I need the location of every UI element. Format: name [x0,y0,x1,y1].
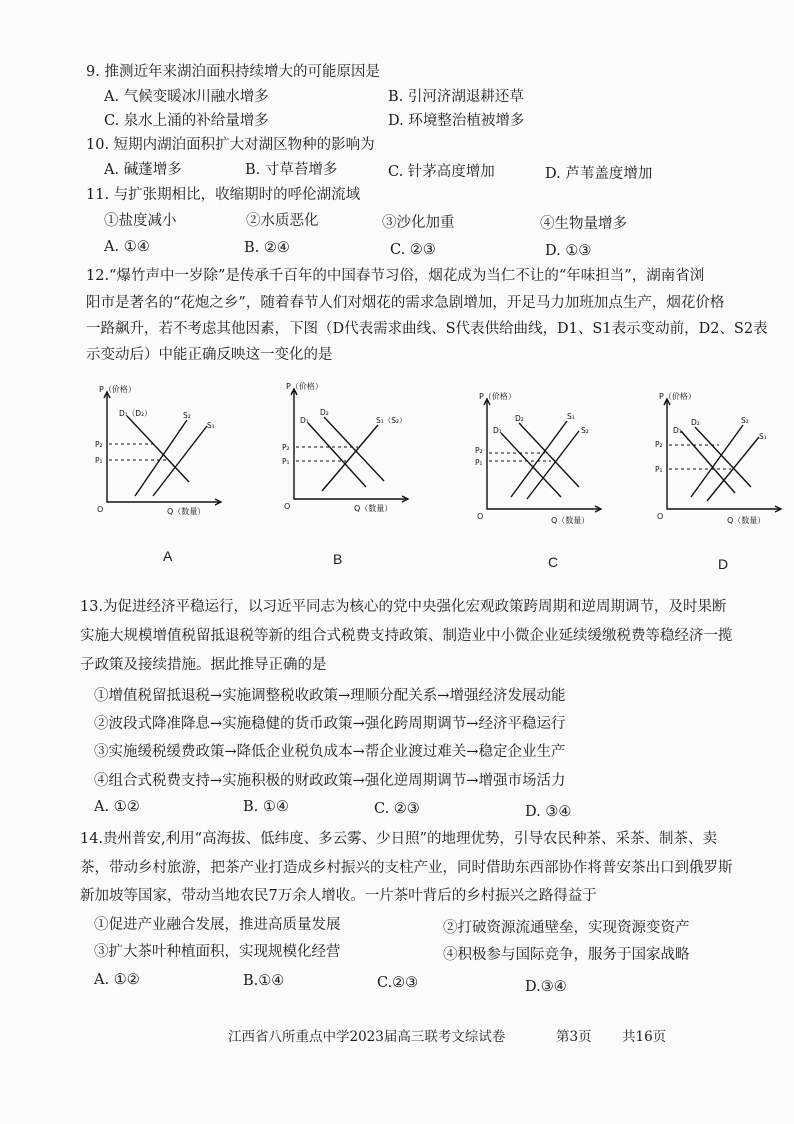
q13-item-3: ③实施缓税缓费政策→降低企业税负成本→帮企业渡过难关→稳定企业生产 [94,744,566,760]
graph-d-curve-label-s2: S₂ [741,416,749,425]
graph-d-price-p2: P₂ [655,440,663,449]
q14-line-1: 14.贵州普安,利用“高海拔、低纬度、多云雾、少日照”的地理优势，引导农民种茶、采茶、制茶、卖 [80,831,717,847]
graph-d-origin: O [657,512,664,521]
q11-option-d: D. ①③ [545,243,592,259]
q13-option-a: A. ①② [94,799,140,815]
footer-page-number: 第3页 [556,1029,592,1045]
graph-d-y-label: P（价格） [659,392,696,401]
q14-item-2: ②打破资源流通壁垒，实现资源变资产 [443,920,690,936]
q11-item-2: ②水质恶化 [246,213,319,229]
graph-a-x-label: Q（数量） [167,507,206,516]
graph-b-arrows [291,389,408,502]
footer-title: 江西省八所重点中学2023届高三联考文综试卷 [228,1029,506,1045]
graph-a-origin: O [97,505,104,514]
q10-option-d: D. 芦苇盖度增加 [545,166,653,182]
graph-a-curve-label-s1: S₁ [207,421,215,430]
graph-b-curve-label-s: S₁（S₂） [376,416,407,425]
graph-c-price-p1: P₁ [475,458,483,467]
graph-a-price-p2: P₂ [95,440,103,449]
graph-d-x-label: Q（数量） [727,516,766,525]
q14-line-3: 新加坡等国家，带动当地农民7万余人增收。一片茶叶背后的乡村振兴之路得益于 [80,888,597,904]
q10-option-c: C. 针茅高度增加 [388,164,495,180]
graph-c-origin: O [477,512,484,521]
q13-option-d: D. ③④ [525,804,572,820]
q13-line-3: 子政策及接续措施。据此推导正确的是 [80,657,327,673]
graph-c-y-label: P（价格） [479,392,516,401]
graph-d-curve-label-s1: S₁ [759,432,767,441]
q12-line-3: 一路飙升，若不考虑其他因素，下图（D代表需求曲线、S代表供给曲线，D1、S1表示变动前，D2、S2表 [86,321,768,337]
q9-option-d: D. 环境整治植被增多 [388,113,525,129]
q14-item-1: ①促进产业融合发展，推进高质量发展 [94,917,341,933]
q9-option-b: B. 引河济湖退耕还草 [388,89,524,105]
graph-c-letter: C [548,554,559,570]
q9-stem: 9. 推测近年来湖泊面积持续增大的可能原因是 [86,64,380,80]
graph-c-curve-label-d1: D₁ [493,426,502,435]
graph-c-supply-s1 [511,421,567,497]
graph-b-price-p1: P₁ [282,457,290,466]
graph-c-curve-label-s2: S₂ [581,426,589,435]
q11-item-4: ④生物量增多 [540,216,627,232]
graph-c-demand-d1 [501,433,561,497]
graph-c-demand-d2 [519,423,579,487]
q11-stem: 11. 与扩张期相比，收缩期时的呼伦湖流域 [86,187,361,203]
q11-option-c: C. ②③ [390,242,436,258]
graph-b-y-label: P（价格） [286,382,323,391]
graph-b-supply-s [322,425,378,491]
q13-option-b: B. ①④ [243,799,289,815]
graph-c-x-label: Q（数量） [551,516,590,525]
graph-d-supply-s2 [691,425,743,497]
graph-c-price-p2: P₂ [475,446,483,455]
q14-item-4: ④积极参与国际竞争，服务于国家战略 [443,947,690,963]
graph-b-demand-d1 [308,423,366,487]
graph-a-y-label: P（价格） [99,385,136,394]
graph-c-curve-label-d2: D₂ [515,414,524,423]
q13-line-2: 实施大规模增值税留抵退税等新的组合式税费支持政策、制造业中小微企业延续缓缴税费等稳经济一揽 [80,628,733,644]
q13-option-c: C. ②③ [374,801,420,817]
q13-item-2: ②波段式降准降息→实施稳健的货币政策→强化跨周期调节→经济平稳运行 [94,716,566,732]
graph-d-letter: D [718,556,729,572]
graph-b-demand-d2 [324,417,384,481]
q12-line-1: 12.“爆竹声中一岁除”是传承千百年的中国春节习俗，烟花成为当仁不让的“年味担当”，湖南省浏 [86,268,705,284]
graph-a-curve-label-s2: S₂ [183,411,191,420]
graph-b-curve-label-d2: D₂ [320,408,329,417]
graph-d-curve-label-d2: D₂ [691,418,700,427]
q9-option-a: A. 气候变暖冰川融水增多 [104,89,269,105]
graph-d-price-p1: P₁ [655,465,663,474]
q10-stem: 10. 短期内湖泊面积扩大对湖区物种的影响为 [86,137,375,153]
graph-b-price-p2: P₂ [282,443,290,452]
q12-line-4: 示变动后）中能正确反映这一变化的是 [86,347,333,363]
supply-demand-graph-d [655,393,785,537]
q11-item-3: ③沙化加重 [382,215,455,231]
graph-b-letter: B [333,551,343,567]
graph-a-curve-label-d: D₁（D₂） [119,409,152,418]
q10-option-b: B. 寸草苔增多 [245,162,338,178]
graph-d-curve-label-d1: D₁ [673,426,682,435]
graph-a-supply-s1 [153,426,207,496]
q13-line-1: 13.为促进经济平稳运行，以习近平同志为核心的党中央强化宏观政策跨周期和逆周期调节，及时果断 [80,599,727,615]
q14-option-b: B.①④ [243,973,285,989]
graph-a-price-p1: P₁ [95,456,103,465]
q13-item-4: ④组合式税费支持→实施积极的财政政策→强化逆周期调节→增强市场活力 [94,773,566,789]
q14-item-3: ③扩大茶叶种植面积，实现规模化经营 [94,944,341,960]
q13-item-1: ①增值税留抵退税→实施调整税收政策→理顺分配关系→增强经济发展动能 [94,688,566,704]
footer-total-pages: 共16页 [622,1029,667,1045]
graph-b-curve-label-d1: D₁ [300,416,309,425]
graph-a-letter: A [163,548,173,564]
q11-item-1: ①盐度减小 [104,213,177,229]
q12-line-2: 阳市是著名的“花炮之乡”，随着春节人们对烟花的需求急剧增加，开足马力加班加点生产，烟花价格 [86,295,725,311]
graph-c-arrows [484,399,601,512]
q11-option-a: A. ①④ [104,239,150,255]
graph-d-axes [667,401,779,509]
q14-option-d: D.③④ [525,979,567,995]
q11-option-b: B. ②④ [244,240,290,256]
graph-b-origin: O [284,502,291,511]
supply-demand-graph-a [95,386,225,530]
graph-c-curve-label-s1: S₁ [567,412,575,421]
q14-option-a: A. ①② [94,972,140,988]
q14-line-2: 茶，带动乡村旅游，把茶产业打造成乡村振兴的支柱产业，同时借助东西部协作将普安茶出口到俄罗斯 [80,860,733,876]
graph-c-axes [487,401,599,509]
q10-option-a: A. 碱蓬增多 [104,162,182,178]
supply-demand-graph-c [475,393,605,537]
graph-a-demand-curve [127,416,189,482]
supply-demand-graph-b [282,383,412,527]
graph-b-x-label: Q（数量） [354,504,393,513]
q14-option-c: C.②③ [377,975,419,991]
q9-option-c: C. 泉水上涌的补给量增多 [104,113,269,129]
